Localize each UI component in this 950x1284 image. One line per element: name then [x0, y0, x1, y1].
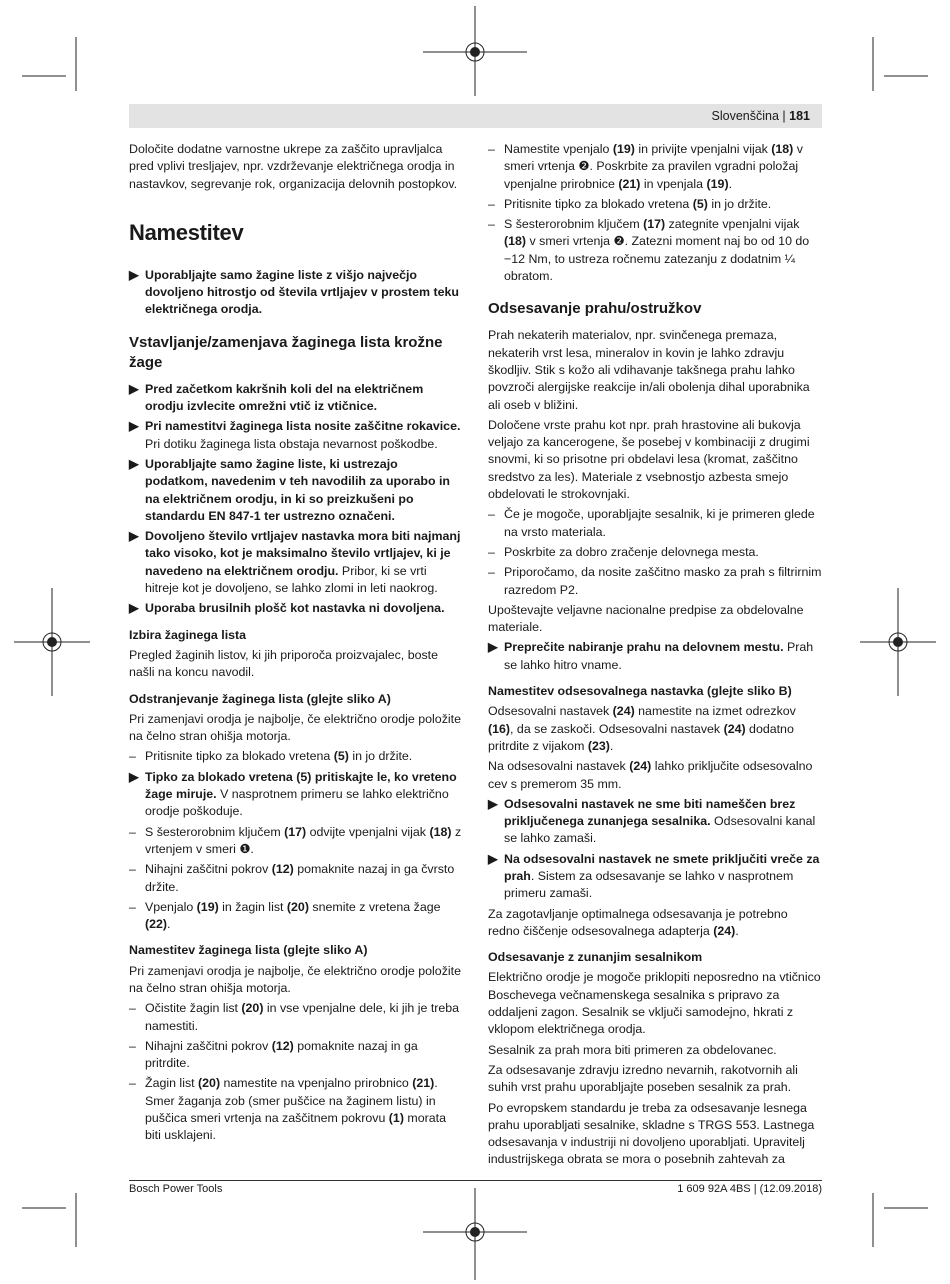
paragraph: Prah nekaterih materialov, npr. svinčenega premaza, nekaterih vrst lesa, mineralov in kovin je lahko zdravju škodljiv. Stik s kožo ali vdihavanje takšnega prahu lahko povzroči alergijske reakcije in/ali obolenja dihal uporabnika ali oseb v bližini. [488, 328, 810, 412]
step-text: Pritisnite tipko za blokado vretena [145, 749, 334, 764]
paragraph: Pregled žaginih listov, ki jih priporoča proizvajalec, boste našli na koncu navodil. [129, 647, 439, 680]
step-text: Če je mogoče, uporabljajte sesalnik, ki je primeren glede na vrsto materiala. [504, 507, 815, 539]
header-text [712, 108, 810, 124]
ref-number: (20) [286, 899, 309, 914]
page-number: 181 [789, 109, 810, 123]
paragraph-text: . [735, 923, 739, 938]
dash-marker: – [129, 862, 136, 877]
warning-item [488, 796, 822, 848]
footer-doc-number: 1 609 92A 4BS | (12.09.2018) [677, 1183, 822, 1195]
step-text: in vse vpenjalne dele, ki jih je treba namestiti. [145, 1001, 460, 1033]
step-text: odvijte vpenjalni vijak [306, 824, 430, 839]
step-text: Poskrbite za dobro zračenje delovnega mesta. [504, 544, 759, 559]
step-item [488, 196, 822, 213]
ref-number: (24) [713, 923, 736, 938]
paragraph: Pri zamenjavi orodja je najbolje, če električno orodje položite na čelno stran ohišja motorja. [129, 963, 461, 995]
step-text: pomaknite nazaj in ga čvrsto držite. [145, 862, 455, 894]
ref-number: (12) [271, 1038, 294, 1053]
warning-bold-text: Preprečite nabiranje prahu na delovnem mestu. [504, 640, 784, 655]
step-item [488, 544, 822, 561]
ref-number: (19) [706, 176, 729, 191]
step-text: Nihajni zaščitni pokrov [145, 1038, 272, 1053]
main-title: Namestitev [129, 219, 244, 245]
step-text: snemite z vretena žage [308, 899, 441, 914]
warning-bold-text: Na odsesovalni nastavek ne smete priključiti vreče za prah [504, 851, 820, 883]
step-item [129, 824, 463, 859]
warning-triangle-icon: ▶ [488, 640, 498, 655]
registration-mark-bottom [423, 1188, 527, 1280]
step-text: v smeri vrtenja ❷. Zatezni moment naj bo od 10 do −12 Nm, to ustreza ročnemu zatezanju z dodatnim ¼ obratom. [504, 234, 810, 284]
warning-text: . Sistem za odsesavanje se lahko v nasprotnem primeru zamaši. [504, 868, 794, 901]
step-item [488, 141, 822, 193]
ref-number: (22) [145, 917, 168, 932]
dash-marker: – [129, 749, 136, 764]
warning-text: Pred začetkom kakršnih koli del na električnem orodju izvlecite omrežni vtič iz vtičnice. [145, 381, 424, 414]
ref-number: (20) [198, 1076, 221, 1091]
right-column [488, 141, 822, 1172]
warning-item [488, 851, 822, 903]
step-text: v smeri vrtenja ❷. Poskrbite za pravilen vgradni položaj vpenjalne prirobnice [504, 142, 803, 191]
warning-bold-text: Odsesovalni nastavek ne sme biti nameščen brez priključenega zunanjega sesalnika. [504, 796, 796, 829]
step-text: in jo držite. [348, 749, 413, 764]
registration-mark-left [14, 588, 90, 696]
paragraph: Določene vrste prahu kot npr. prah hrastovine ali bukovja veljajo za kancerogene, še posebej v kombinaciji z drugimi snovmi, ki so prisotne pri obdelavi lesa (kromat, zaščitno sredstvo za les). Materiale z vsebnostjo azbesta smejo obdelovati le strokovnjaki. [488, 417, 810, 502]
step-text: . Smer žaganja zob (smer puščice na žaginem listu) in puščica smeri vrtenja na zaščitnem pokrovu [145, 1076, 438, 1126]
warning-text: Uporabljajte samo žagine liste z višjo največjo dovoljeno hitrostjo od števila vrtljajev v prostem teku električnega orodja. [145, 267, 459, 317]
dash-marker: – [488, 507, 495, 522]
paragraph-text: Na odsesovalni nastavek [488, 759, 630, 774]
footer-brand: Bosch Power Tools [129, 1183, 223, 1195]
warning-item [129, 381, 463, 416]
dash-marker: – [129, 899, 136, 914]
warning-item [129, 769, 463, 821]
step-text: Nihajni zaščitni pokrov [145, 862, 272, 877]
dash-marker: – [488, 217, 495, 232]
warning-text: Odsesovalni kanal se lahko zamaši. [504, 814, 816, 846]
step-text: zategnite vpenjalni vijak [665, 217, 800, 232]
paragraph: Pri zamenjavi orodja je najbolje, če električno orodje položite na čelno stran ohišja motorja. [129, 711, 461, 744]
step-text: in jo držite. [707, 196, 772, 211]
paragraph-text: lahko priključite odsesovalno cev s premerom 35 mm. [488, 759, 813, 791]
ref-number: (16) [488, 721, 511, 736]
subsection-title: Odsesavanje z zunanjim sesalnikom [488, 950, 703, 965]
warning-triangle-icon: ▶ [129, 601, 139, 616]
dash-marker: – [129, 1001, 136, 1016]
ref-number: (18) [429, 824, 452, 839]
paragraph-text: dodatno pritrdite z vijakom [488, 721, 794, 753]
warning-bold-text: Tipko za blokado vretena (5) pritiskajte le, ko vreteno žage miruje. [145, 769, 457, 802]
header-language: Slovenščina [711, 109, 779, 123]
warning-triangle-icon: ▶ [129, 267, 139, 282]
dash-marker: – [129, 1076, 136, 1091]
section-title: Vstavljanje/zamenjava žaginega lista krožne žage [129, 333, 443, 371]
warning-triangle-icon: ▶ [488, 796, 498, 811]
ref-number: (17) [284, 824, 307, 839]
step-item [129, 1075, 463, 1144]
warning-triangle-icon: ▶ [129, 769, 139, 784]
paragraph-text: Odsesovalni nastavek [488, 704, 613, 719]
step-text: in žagin list [218, 899, 287, 914]
step-text: Namestite vpenjalo [504, 142, 613, 156]
paragraph: Po evropskem standardu je treba za odsesavanje lesnega prahu uporabljati sesalnike, skladne s TRGS 553. Lastnega odsesavanja v industriji ni dovoljeno uporabljati. Upravitelj industrijskega obrata se mora o posebnih zahtevah za [488, 1100, 815, 1167]
warning-triangle-icon: ▶ [488, 851, 498, 866]
ref-number: (19) [612, 142, 635, 156]
warning-text: Prah se lahko hitro vname. [504, 640, 814, 672]
step-text: . [728, 176, 733, 191]
section-title: Odsesavanje prahu/ostružkov [488, 300, 702, 318]
step-item [129, 748, 463, 765]
warning-text: Pri dotiku žaginega lista obstaja nevarnost poškodbe. [145, 436, 438, 451]
ref-number: (24) [629, 759, 652, 774]
warning-item [129, 418, 463, 453]
subsection-title: Namestitev odsesovalnega nastavka (glejte sliko B) [488, 684, 792, 699]
warning-triangle-icon: ▶ [129, 419, 139, 434]
step-item [129, 899, 463, 934]
ref-number: (18) [504, 234, 527, 249]
step-text: Vpenjalo [145, 899, 197, 914]
dash-marker: – [488, 196, 495, 211]
ref-number: (24) [612, 704, 635, 719]
warning-bold-text: Pri namestitvi žaginega lista nosite zaščitne rokavice. [145, 419, 461, 434]
dash-marker: – [488, 142, 495, 156]
warning-triangle-icon: ▶ [129, 456, 139, 471]
ref-number: (5) [692, 196, 708, 211]
ref-number: (21) [618, 176, 641, 191]
subsection-title: Odstranjevanje žaginega lista (glejte sliko A) [129, 691, 391, 706]
step-text: pomaknite nazaj in ga pritrdite. [145, 1038, 418, 1071]
ref-number: (20) [241, 1001, 264, 1016]
warning-text: Pribor, ki se vrti hitreje kot je dovoljeno, se lahko zlomi in leti naokrog. [145, 563, 438, 596]
step-text: morata biti usklajeni. [145, 1111, 446, 1143]
ref-number: (17) [643, 217, 666, 232]
paragraph-text: namestite na izmet odrezkov [634, 704, 796, 719]
warning-triangle-icon: ▶ [129, 529, 139, 544]
ref-number: (5) [333, 749, 349, 764]
step-item [488, 216, 822, 285]
paragraph-text: , da se zaskoči. Odsesovalni nastavek [510, 721, 724, 736]
step-text: in privijte vpenjalni vijak [634, 142, 772, 156]
step-text: z vrtenjem v smeri ❶. [145, 824, 462, 856]
step-item [129, 1000, 463, 1035]
subsection-title: Namestitev žaginega lista (glejte sliko A) [129, 943, 368, 958]
warning-item [129, 528, 463, 597]
warning-triangle-icon: ▶ [129, 381, 139, 396]
dash-marker: – [129, 824, 136, 839]
warning-item [129, 456, 463, 525]
warning-item [129, 600, 463, 617]
warning-text: V nasprotnem primeru se lahko električno orodje poškoduje. [145, 787, 449, 819]
paragraph-text: . [609, 738, 614, 753]
step-text: namestite na vpenjalno prirobnico [220, 1076, 413, 1091]
paragraph: Upoštevajte veljavne nacionalne predpise za obdelovalne materiale. [488, 602, 804, 635]
header-separator: | [782, 109, 786, 123]
ref-number: (1) [388, 1111, 404, 1126]
ref-number: (19) [196, 899, 219, 914]
ref-number: (12) [271, 862, 294, 877]
paragraph: Električno orodje je mogoče priklopiti neposredno na vtičnico Boschevega večnamenskega sesalnika s pripravo za oddaljeni zagon. Sesalnik se vključi samodejno, hkrati z vklopom električnega orodja. [488, 970, 821, 1037]
paragraph: Za odsesavanje zdravju izredno nevarnih, rakotvornih ali suhih vrst prahu uporabljajte poseben sesalnik za prah. [488, 1062, 798, 1095]
dash-marker: – [129, 1038, 136, 1053]
dash-marker: – [488, 565, 495, 580]
registration-mark-top [423, 6, 527, 96]
step-text: Očistite žagin list [145, 1001, 242, 1016]
step-item [488, 506, 822, 541]
step-text: in vpenjala [640, 176, 707, 191]
left-column [129, 141, 463, 1148]
warning-text: Uporabljajte samo žagine liste, ki ustrezajo podatkom, navedenim v teh navodilih za uporabo in na električnem orodju, in ki so preizkušeni po standardu EN 847-1 ter ustrezno označeni. [145, 456, 450, 523]
registration-mark-right [860, 588, 936, 696]
step-item [129, 861, 463, 896]
warning-item [129, 267, 463, 319]
step-item [488, 564, 822, 599]
ref-number: (21) [412, 1076, 435, 1091]
step-text: . [167, 917, 171, 932]
warning-bold-text: Dovoljeno število vrtljajev nastavka mora biti najmanj tako visoko, kot je maksimalno število vrtljajev, ki je navedeno na električnem orodju. [145, 529, 461, 578]
subsection-title: Izbira žaginega lista [129, 627, 247, 642]
warning-item [488, 639, 822, 674]
intro-paragraph: Določite dodatne varnostne ukrepe za zaščito upravljalca pred vplivi tresljajev, npr. vzdrževanje električnega orodja in nastavkov, segrevanje rok, organizacija delovnih postopkov. [129, 142, 458, 191]
dash-marker: – [488, 544, 495, 559]
paragraph: Sesalnik za prah mora biti primeren za obdelovanec. [488, 1042, 777, 1057]
warning-text: Uporaba brusilnih plošč kot nastavka ni dovoljena. [145, 601, 445, 616]
step-item [129, 1038, 463, 1073]
ref-number: (24) [723, 721, 746, 736]
paragraph-text: Za zagotavljanje optimalnega odsesavanja je potrebno redno čiščenje odsesovalnega adapterja [488, 906, 788, 938]
step-text: Žagin list [145, 1076, 199, 1091]
footer-rule [129, 1180, 822, 1181]
step-text: Priporočamo, da nosite zaščitno masko za prah s filtrirnim razredom P2. [504, 565, 822, 597]
paragraph [488, 703, 822, 755]
page-header [129, 104, 822, 128]
ref-number: (18) [771, 142, 794, 156]
step-text: Pritisnite tipko za blokado vretena [504, 196, 693, 211]
step-text: S šesterorobnim ključem [145, 824, 285, 839]
ref-number: (23) [587, 738, 610, 753]
paragraph [488, 906, 822, 941]
step-text: S šesterorobnim ključem [504, 217, 644, 232]
paragraph [488, 758, 822, 793]
